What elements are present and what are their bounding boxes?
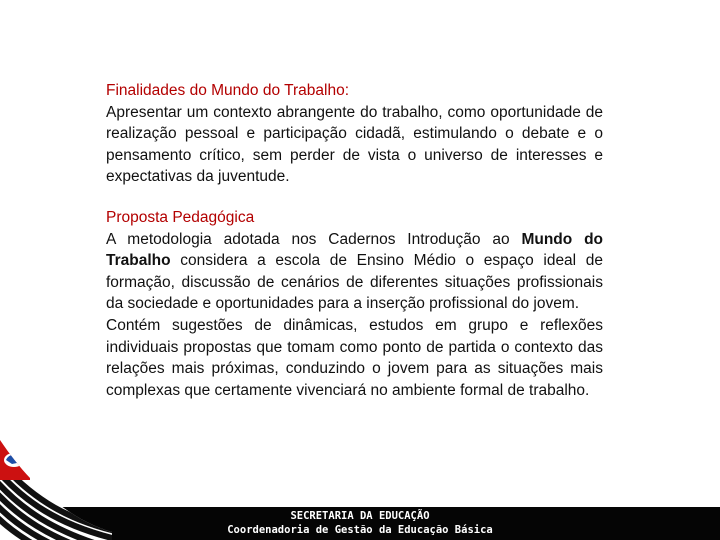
paragraph-text: Apresentar um contexto abrangente do trabalho, como oportunidade de realização pessoal e participação cidadã, estimulando o debate e o pensamento crítico, sem perder de vista o universo de interesses e expectativas da juventude. bbox=[106, 103, 603, 186]
section-paragraph bbox=[106, 315, 603, 401]
footer-line-secretaria: SECRETARIA DA EDUCAÇÃO bbox=[290, 510, 430, 522]
section-proposta bbox=[106, 207, 603, 401]
paragraph-text: considera a escola de Ensino Médio o espaço ideal de formação, discussão de cenários de diferentes situações profissionais da sociedade e oportunidades para a inserção profissional do jovem. bbox=[106, 252, 603, 313]
section-heading: Proposta Pedagógica bbox=[106, 208, 255, 226]
section-paragraph bbox=[106, 229, 603, 315]
paragraph-bold-text: Mundo do Trabalho bbox=[106, 230, 604, 270]
slide-body bbox=[106, 80, 603, 420]
footer-line-coordenadoria: Coordenadoria de Gestão da Educação Básica bbox=[227, 524, 493, 536]
footer-text bbox=[0, 509, 720, 537]
paragraph-text: Contém sugestões de dinâmicas, estudos em grupo e reflexões individuais propostas que tomam como ponto de partida o contexto das relações mais próximas, conduzindo o jovem para as situações mais complexas que certamente vivenciará no ambiente formal de trabalho. bbox=[106, 316, 603, 399]
paragraph-text: A metodologia adotada nos Cadernos Introdução ao bbox=[106, 230, 522, 248]
section-heading: Finalidades do Mundo do Trabalho: bbox=[106, 82, 349, 99]
section-paragraph bbox=[106, 102, 603, 188]
section-finalidades bbox=[106, 80, 603, 188]
